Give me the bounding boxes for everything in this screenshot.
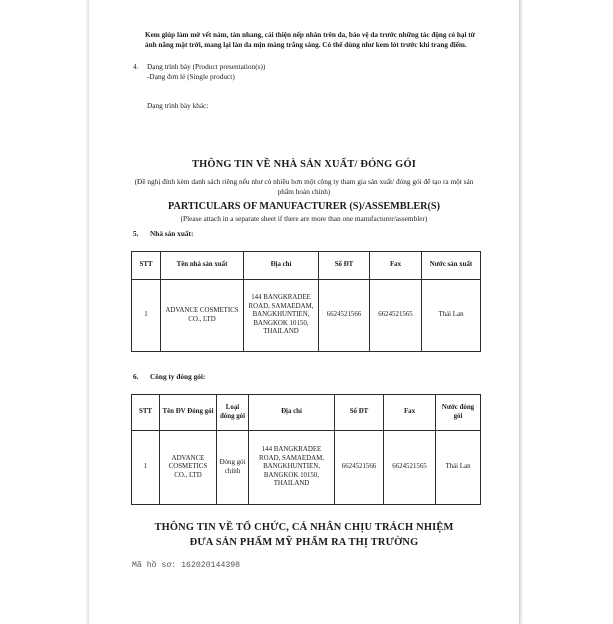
table-cell: ADVANCE COSMETICS CO., LTD [161, 280, 244, 352]
table-cell: Thái Lan [422, 280, 481, 352]
manufacturer-section-title: THÔNG TIN VỀ NHÀ SẢN XUẤT/ ĐÓNG GÓI [192, 159, 416, 170]
table-cell: 144 BANGKRADEE ROAD, SAMAEDAM, BANGKHUNTIEN, BANGKOK 10150, THAILAND [249, 431, 335, 505]
item-5-label: Nhà sản xuất: [150, 229, 194, 238]
column-header: STT [132, 252, 161, 280]
table-header-row [132, 395, 481, 431]
item-4-label: Dạng trình bày (Product presentation(s)) [147, 62, 266, 71]
table-cell: 144 BANGKRADEE ROAD, SAMAEDAM, BANGKHUNTIEN, BANGKOK 10150, THAILAND [244, 280, 319, 352]
column-header: Tên nhà sản xuất [161, 252, 244, 280]
table-header-row [132, 252, 481, 280]
table-row [132, 431, 481, 505]
document-page [88, 0, 520, 624]
column-header: Địa chỉ [244, 252, 319, 280]
column-header: Nước đóng gói [436, 395, 481, 431]
column-header: Nước sản xuất [422, 252, 481, 280]
responsibility-title-line-2: ĐƯA SẢN PHẨM MỸ PHẨM RA THỊ TRƯỜNG [189, 537, 419, 548]
table-cell: 6624521566 [335, 431, 384, 505]
table-cell: 6624521566 [319, 280, 370, 352]
table-cell: Đóng gói chính [217, 431, 249, 505]
table-row [132, 280, 481, 352]
column-header: Fax [370, 252, 422, 280]
table-cell: Thái Lan [436, 431, 481, 505]
table-cell: ADVANCE COSMETICS CO., LTD [160, 431, 217, 505]
column-header: Số ĐT [335, 395, 384, 431]
column-header: Loại đóng gói [217, 395, 249, 431]
item-6-number: 6. [133, 372, 139, 381]
item-4-sub: -Dạng đơn lẻ (Single product) [147, 72, 235, 81]
item-5-number: 5. [133, 229, 139, 238]
column-header: Số ĐT [319, 252, 370, 280]
column-header: Fax [384, 395, 436, 431]
table-cell: 1 [132, 280, 161, 352]
table-cell: 6624521565 [384, 431, 436, 505]
item-4-other: Dạng trình bày khác: [147, 101, 209, 110]
item-6-label: Công ty đóng gói: [150, 372, 206, 381]
product-description: Kem giúp làm mờ vết nám, tàn nhang, cải thiện nếp nhăn trên da, bảo vệ da trước những tác động có hại từ ánh nắng mặt trời, mang lại làn da mịn màng trắng sáng. Có thể dùng như kem lót trước khi trang điểm. [145, 31, 475, 50]
item-4-number: 4. [133, 62, 139, 71]
record-code: Mã hồ sơ: 162020144398 [132, 561, 241, 570]
manufacturer-section-note-en: (Please attach in a separate sheet if there are more than one manufacturer/assembler) [180, 214, 428, 223]
manufacturer-section-note: (Đề nghị đính kèm danh sách riêng nếu như có nhiều hơn một công ty tham gia sản xuất/ đóng gói để tạo ra một sản phẩm hoàn chỉnh) [134, 177, 474, 196]
responsibility-title-line-1: THÔNG TIN VỀ TỔ CHỨC, CÁ NHÂN CHỊU TRÁCH NHIỆM [154, 522, 454, 533]
table-cell: 1 [132, 431, 160, 505]
table-cell: 6624521565 [370, 280, 422, 352]
manufacturer-section-title-en: PARTICULARS OF MANUFACTURER (S)/ASSEMBLER(S) [168, 201, 440, 212]
column-header: STT [132, 395, 160, 431]
column-header: Địa chỉ [249, 395, 335, 431]
packager-table [131, 394, 481, 505]
manufacturer-table [131, 251, 481, 352]
column-header: Tên ĐV Đóng gói [160, 395, 217, 431]
